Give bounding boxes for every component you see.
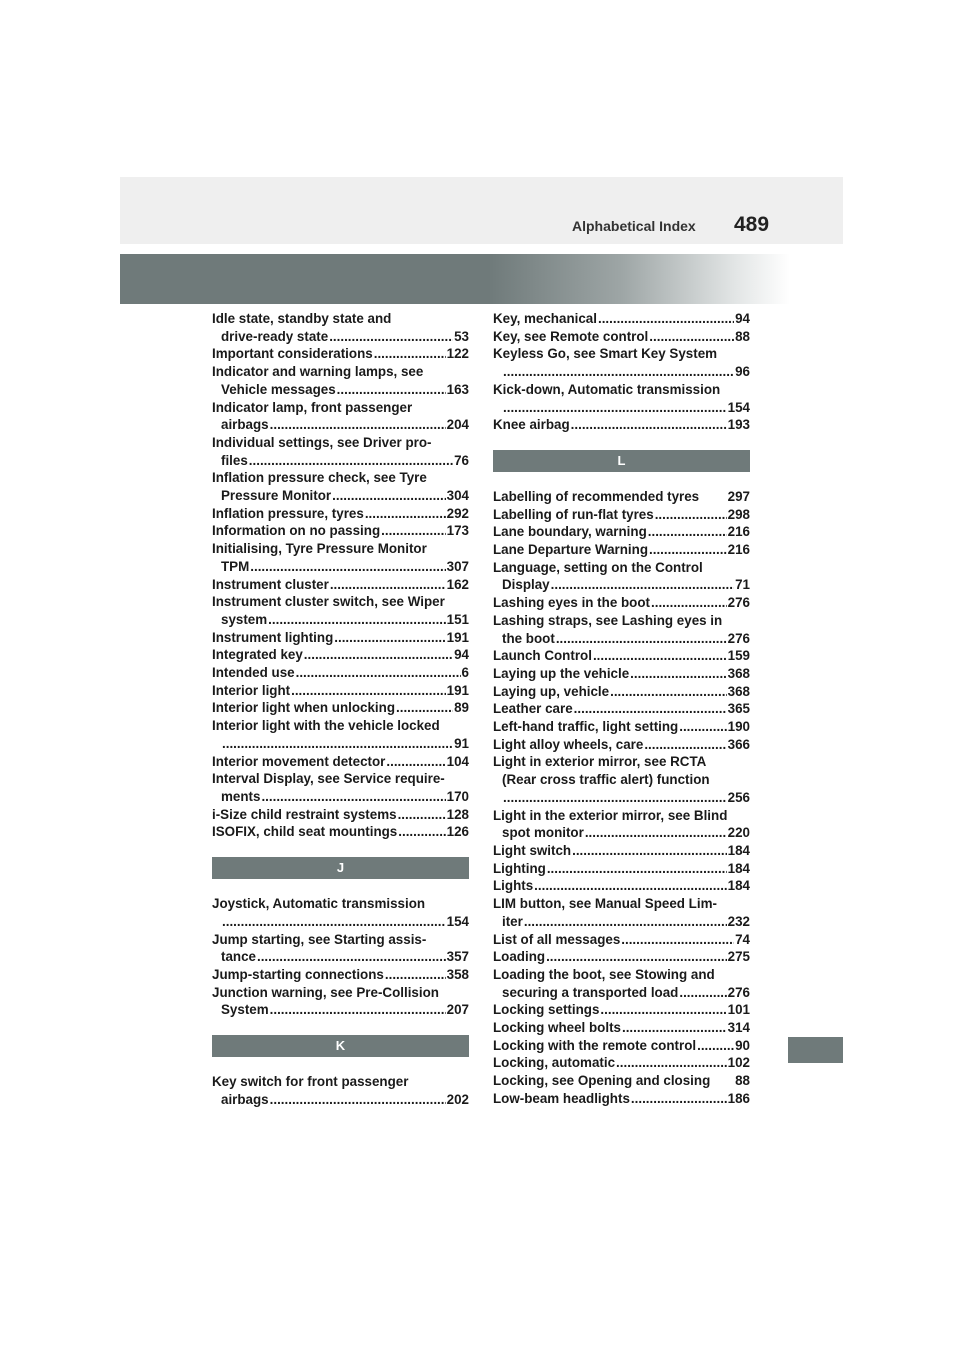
entry-text: Light in exterior mirror, see RCTA xyxy=(493,754,707,770)
entry-page-number: 91 xyxy=(454,735,469,751)
entry-page-number: 128 xyxy=(446,806,469,822)
leader-dots xyxy=(257,948,446,966)
leader-dots xyxy=(270,1091,446,1109)
entry-text: Lights xyxy=(493,878,534,894)
entry-text: Left-hand traffic, light setting xyxy=(493,719,679,735)
entry-page-number: 190 xyxy=(727,719,750,735)
index-entry xyxy=(493,931,750,949)
entry-page-number: 173 xyxy=(446,523,469,539)
entry-page-number: 88 xyxy=(735,1073,750,1089)
index-entry xyxy=(493,523,750,541)
index-entry xyxy=(493,665,750,683)
leader-dots xyxy=(222,735,453,753)
entry-text: Leather care xyxy=(493,701,573,717)
entry-page-number: 358 xyxy=(446,966,469,982)
entry-text: ISOFIX, child seat mountings xyxy=(212,824,398,840)
leader-dots xyxy=(398,806,446,824)
index-entry xyxy=(212,469,469,504)
entry-text: (Rear cross traffic alert) function xyxy=(502,772,710,788)
index-entry xyxy=(493,594,750,612)
leader-dots xyxy=(398,823,445,841)
entry-page-number: 163 xyxy=(446,381,469,397)
index-entry xyxy=(493,416,750,434)
entry-page-number: 202 xyxy=(446,1091,469,1107)
entry-text: Instrument cluster xyxy=(212,576,329,592)
entry-page-number: 216 xyxy=(727,524,750,540)
entry-page-number: 126 xyxy=(446,824,469,840)
index-entry xyxy=(212,966,469,984)
entry-text: Key, see Remote control xyxy=(493,328,649,344)
index-entry xyxy=(493,488,750,506)
entry-text: Instrument lighting xyxy=(212,629,334,645)
entry-page-number: 292 xyxy=(446,505,469,521)
entry-text: Labelling of run-flat tyres xyxy=(493,506,654,522)
entry-page-number: 6 xyxy=(461,665,469,681)
entry-page-number: 88 xyxy=(735,328,750,344)
index-entry xyxy=(493,683,750,701)
entry-text: securing a transported load xyxy=(502,984,679,1000)
leader-dots xyxy=(261,788,445,806)
entry-page-number: 314 xyxy=(727,1020,750,1036)
entry-text: Instrument cluster switch, see Wiper xyxy=(212,594,445,610)
index-entry xyxy=(493,1019,750,1037)
index-entry xyxy=(212,505,469,523)
entry-text: Joystick, Automatic transmission xyxy=(212,896,426,912)
index-entry xyxy=(493,842,750,860)
index-entry xyxy=(493,1037,750,1055)
entry-text: Interior light with the vehicle locked xyxy=(212,718,440,734)
leader-dots xyxy=(610,683,727,701)
index-entry xyxy=(493,877,750,895)
entry-text: Jump starting, see Starting assis- xyxy=(212,931,427,947)
index-entry xyxy=(212,770,469,805)
leader-dots xyxy=(585,824,727,842)
leader-dots xyxy=(631,1090,727,1108)
leader-dots xyxy=(250,558,445,576)
entry-page-number: 276 xyxy=(727,595,750,611)
index-entry xyxy=(493,860,750,878)
header-title: Alphabetical Index xyxy=(572,218,696,234)
index-entry xyxy=(212,576,469,594)
index-entry xyxy=(493,895,750,930)
entry-text: Individual settings, see Driver pro- xyxy=(212,434,432,450)
index-entry xyxy=(493,966,750,1001)
index-column-right xyxy=(493,310,750,1108)
entry-text: Indicator and warning lamps, see xyxy=(212,364,424,380)
entry-page-number: 53 xyxy=(454,328,469,344)
leader-dots xyxy=(329,328,453,346)
entry-page-number: 191 xyxy=(446,682,469,698)
entry-text: ments xyxy=(221,788,261,804)
entry-page-number: 159 xyxy=(727,648,750,664)
entry-text: Light alloy wheels, care xyxy=(493,736,644,752)
entry-text: Knee airbag xyxy=(493,417,570,433)
entry-page-number: 307 xyxy=(446,558,469,574)
entry-text: System xyxy=(221,1002,269,1018)
index-entry xyxy=(212,434,469,469)
leader-dots xyxy=(546,948,727,966)
leader-dots xyxy=(334,629,445,647)
entry-page-number: 94 xyxy=(454,647,469,663)
leader-dots xyxy=(630,665,726,683)
leader-dots xyxy=(524,913,727,931)
leader-dots xyxy=(503,363,734,381)
entry-page-number: 368 xyxy=(727,665,750,681)
index-entry xyxy=(493,948,750,966)
entry-text: Intended use xyxy=(212,665,295,681)
leader-dots xyxy=(386,753,445,771)
index-entry xyxy=(493,1072,750,1090)
entry-text: i-Size child restraint systems xyxy=(212,806,397,822)
entry-page-number: 76 xyxy=(454,452,469,468)
entry-text: Inflation pressure check, see Tyre xyxy=(212,470,427,486)
entry-text: airbags xyxy=(221,1091,269,1107)
leader-dots xyxy=(304,646,453,664)
entry-page-number: 101 xyxy=(727,1002,750,1018)
entry-text: Locking, see Opening and closing xyxy=(493,1073,711,1089)
entry-text: Important considerations xyxy=(212,346,373,362)
index-entry xyxy=(212,717,469,752)
index-entry xyxy=(212,522,469,540)
leader-dots xyxy=(503,399,727,417)
entry-text: Kick-down, Automatic transmission xyxy=(493,381,721,397)
entry-page-number: 207 xyxy=(446,1002,469,1018)
entry-text: Idle state, standby state and xyxy=(212,311,392,326)
index-entry xyxy=(493,328,750,346)
index-entry xyxy=(493,310,750,328)
entry-text: TPM xyxy=(221,558,250,574)
index-entry xyxy=(212,931,469,966)
entry-text: Interior light xyxy=(212,682,291,698)
entry-text: Lighting xyxy=(493,860,546,876)
index-entry xyxy=(212,823,469,841)
entry-text: Low-beam headlights xyxy=(493,1090,630,1106)
leader-dots xyxy=(679,718,726,736)
entry-page-number: 193 xyxy=(727,417,750,433)
entry-page-number: 357 xyxy=(446,949,469,965)
entry-text: spot monitor xyxy=(502,825,584,841)
entry-text: Light in the exterior mirror, see Blind xyxy=(493,807,728,823)
entry-text: Locking, automatic xyxy=(493,1055,616,1071)
entry-page-number: 232 xyxy=(727,913,750,929)
entry-text: Pressure Monitor xyxy=(221,488,332,504)
entry-page-number: 186 xyxy=(727,1090,750,1106)
leader-dots xyxy=(697,1037,734,1055)
index-entry xyxy=(493,345,750,380)
leader-dots xyxy=(381,522,446,540)
index-entry xyxy=(212,699,469,717)
index-entry xyxy=(212,664,469,682)
entry-page-number: 366 xyxy=(727,736,750,752)
index-entry xyxy=(212,540,469,575)
leader-dots xyxy=(571,416,727,434)
index-entry xyxy=(212,310,469,345)
entry-page-number: 184 xyxy=(727,878,750,894)
entry-text: Integrated key xyxy=(212,647,303,663)
entry-page-number: 162 xyxy=(446,576,469,592)
index-entry xyxy=(212,984,469,1019)
entry-page-number: 96 xyxy=(735,364,750,380)
index-entry xyxy=(493,541,750,559)
leader-dots xyxy=(268,611,446,629)
entry-page-number: 220 xyxy=(727,825,750,841)
index-entry xyxy=(212,593,469,628)
index-entry xyxy=(493,381,750,416)
entry-page-number: 154 xyxy=(727,399,750,415)
section-letter-l: L xyxy=(493,450,750,472)
leader-dots xyxy=(644,736,726,754)
section-letter-j: J xyxy=(212,857,469,879)
entry-page-number: 275 xyxy=(727,949,750,965)
entry-page-number: 154 xyxy=(446,913,469,929)
entry-text: Junction warning, see Pre-Collision xyxy=(212,984,439,1000)
entry-text: files xyxy=(221,452,248,468)
leader-dots xyxy=(593,647,727,665)
entry-text: iter xyxy=(502,913,523,929)
index-entry xyxy=(212,345,469,363)
index-entry xyxy=(212,1073,469,1108)
entry-text: Loading the boot, see Stowing and xyxy=(493,966,715,982)
entry-page-number: 104 xyxy=(446,753,469,769)
leader-dots xyxy=(270,1001,446,1019)
entry-page-number: 204 xyxy=(446,417,469,433)
entry-page-number: 184 xyxy=(727,842,750,858)
leader-dots xyxy=(249,452,453,470)
index-entry xyxy=(212,629,469,647)
index-entry xyxy=(493,612,750,647)
entry-text: LIM button, see Manual Speed Lim- xyxy=(493,896,717,912)
entry-text: Language, setting on the Control xyxy=(493,559,703,575)
entry-text: Locking settings xyxy=(493,1002,600,1018)
leader-dots xyxy=(679,984,726,1002)
entry-text: Locking wheel bolts xyxy=(493,1020,621,1036)
leader-dots xyxy=(332,487,446,505)
entry-text: Display xyxy=(502,577,550,593)
entry-page-number: 297 xyxy=(727,488,750,504)
leader-dots xyxy=(649,541,727,559)
entry-text: system xyxy=(221,611,268,627)
entry-page-number: 122 xyxy=(446,346,469,362)
leader-dots xyxy=(296,664,461,682)
entry-text: Interval Display, see Service require- xyxy=(212,771,445,787)
entry-text: List of all messages xyxy=(493,931,621,947)
leader-dots xyxy=(291,682,446,700)
entry-text: Lane boundary, warning xyxy=(493,524,647,540)
leader-dots xyxy=(598,310,734,328)
index-entry xyxy=(493,506,750,524)
entry-page-number: 184 xyxy=(727,860,750,876)
leader-dots xyxy=(270,416,446,434)
leader-dots xyxy=(534,877,726,895)
leader-dots xyxy=(651,594,727,612)
index-entry xyxy=(212,806,469,824)
entry-page-number: 256 xyxy=(727,789,750,805)
leader-dots xyxy=(365,505,446,523)
index-entry xyxy=(212,363,469,398)
entry-page-number: 276 xyxy=(727,630,750,646)
entry-page-number: 216 xyxy=(727,542,750,558)
entry-text: Labelling of recommended tyres xyxy=(493,488,700,504)
leader-dots xyxy=(330,576,446,594)
leader-dots xyxy=(556,630,727,648)
entry-text: drive-ready state xyxy=(221,328,329,344)
index-entry xyxy=(212,753,469,771)
leader-dots xyxy=(655,506,727,524)
entry-page-number: 102 xyxy=(727,1055,750,1071)
entry-text: Lashing straps, see Lashing eyes in xyxy=(493,612,723,628)
entry-page-number: 365 xyxy=(727,701,750,717)
entry-text: Key switch for front passenger xyxy=(212,1074,409,1090)
page-number: 489 xyxy=(734,213,770,236)
leader-dots xyxy=(616,1054,727,1072)
entry-page-number: 191 xyxy=(446,629,469,645)
index-entry xyxy=(493,700,750,718)
section-letter-k: K xyxy=(212,1035,469,1057)
index-entry xyxy=(493,1054,750,1072)
leader-dots xyxy=(648,523,727,541)
section-thumb-tab xyxy=(788,1037,843,1063)
leader-dots xyxy=(574,700,727,718)
index-entry xyxy=(212,646,469,664)
entry-text: Initialising, Tyre Pressure Monitor xyxy=(212,541,427,557)
entry-text: Locking with the remote control xyxy=(493,1037,697,1053)
entry-text: Lane Departure Warning xyxy=(493,542,649,558)
entry-page-number: 94 xyxy=(735,311,750,326)
header-gradient-bar xyxy=(120,254,790,304)
index-entry xyxy=(493,1090,750,1108)
entry-text: tance xyxy=(221,949,256,965)
entry-text: Information on no passing xyxy=(212,523,381,539)
entry-text: Keyless Go, see Smart Key System xyxy=(493,346,718,362)
entry-text: Inflation pressure, tyres xyxy=(212,505,364,521)
index-entry xyxy=(493,736,750,754)
entry-text: Launch Control xyxy=(493,648,592,664)
entry-page-number: 151 xyxy=(446,611,469,627)
index-entry xyxy=(212,682,469,700)
leader-dots xyxy=(600,1001,726,1019)
entry-page-number: 304 xyxy=(446,488,469,504)
entry-text: the boot xyxy=(502,630,555,646)
leader-dots xyxy=(649,328,734,346)
entry-text: Key, mechanical xyxy=(493,311,597,326)
index-entry xyxy=(493,807,750,842)
entry-page-number: 298 xyxy=(727,506,750,522)
index-entry xyxy=(493,1001,750,1019)
entry-text: airbags xyxy=(221,417,269,433)
leader-dots xyxy=(503,789,727,807)
leader-dots xyxy=(572,842,727,860)
entry-page-number: 89 xyxy=(454,700,469,716)
index-entry xyxy=(212,399,469,434)
entry-page-number: 276 xyxy=(727,984,750,1000)
leader-dots xyxy=(385,966,446,984)
index-entry xyxy=(493,718,750,736)
entry-text: Loading xyxy=(493,949,546,965)
entry-page-number: 170 xyxy=(446,788,469,804)
index-entry xyxy=(493,559,750,594)
index-entry xyxy=(493,647,750,665)
entry-text: Laying up, vehicle xyxy=(493,683,610,699)
entry-text: Interior light when unlocking xyxy=(212,700,396,716)
entry-page-number: 90 xyxy=(735,1037,750,1053)
leader-dots xyxy=(621,931,734,949)
leader-dots xyxy=(222,913,446,931)
entry-text: Jump-starting connections xyxy=(212,966,384,982)
index-entry xyxy=(212,895,469,930)
entry-page-number: 74 xyxy=(735,931,750,947)
leader-dots xyxy=(551,576,734,594)
entry-text: Laying up the vehicle xyxy=(493,665,630,681)
entry-text: Lashing eyes in the boot xyxy=(493,595,650,611)
entry-text: Interior movement detector xyxy=(212,753,386,769)
leader-dots xyxy=(622,1019,727,1037)
entry-page-number: 368 xyxy=(727,683,750,699)
leader-dots xyxy=(337,381,446,399)
index-column-left xyxy=(212,310,469,1108)
entry-text: Indicator lamp, front passenger xyxy=(212,399,413,415)
entry-text: Vehicle messages xyxy=(221,381,336,397)
leader-dots xyxy=(396,699,453,717)
leader-dots xyxy=(547,860,727,878)
entry-text: Light switch xyxy=(493,842,572,858)
index-entry xyxy=(493,753,750,806)
leader-dots xyxy=(374,345,446,363)
entry-page-number: 71 xyxy=(735,577,750,593)
